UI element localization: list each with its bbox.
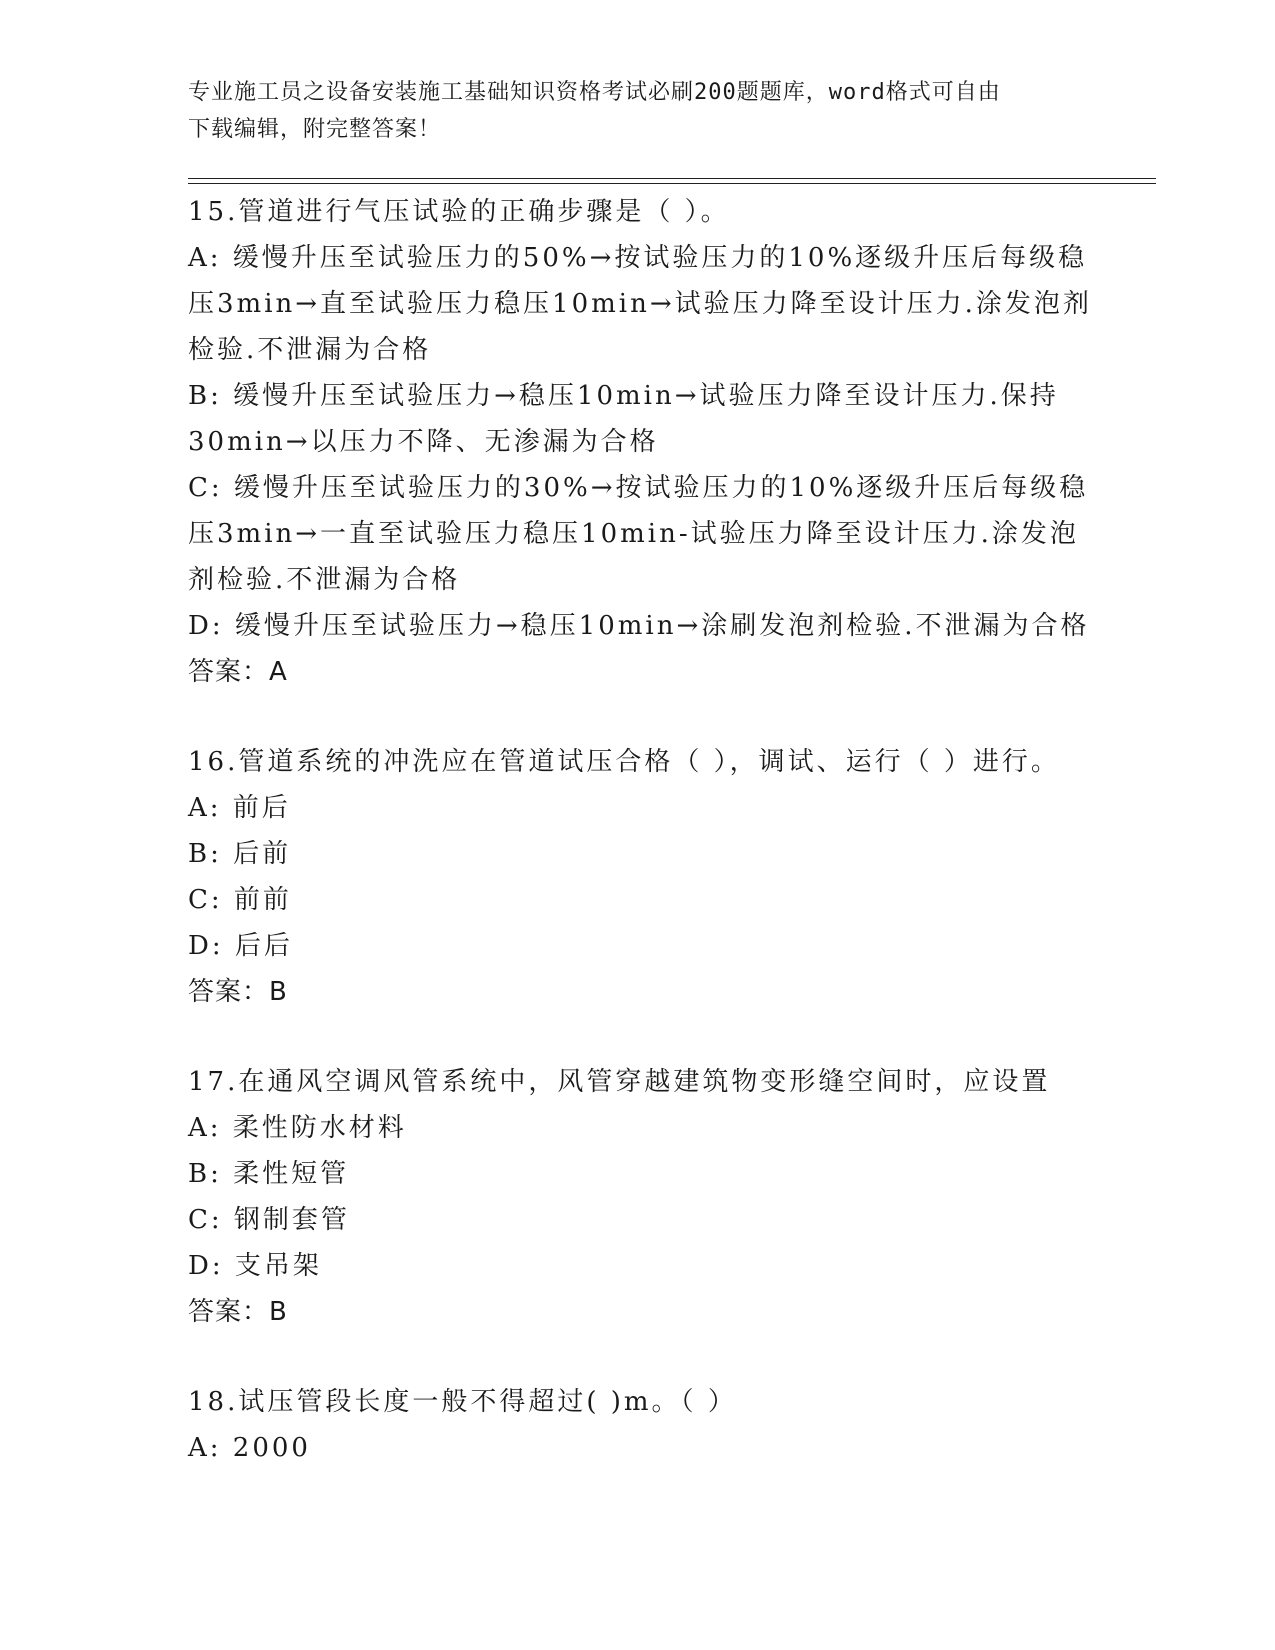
- option-a: A: 缓慢升压至试验压力的50%→按试验压力的10%逐级升压后每级稳: [188, 243, 1088, 273]
- option-a-cont: 压3min→直至试验压力稳压10min→试验压力降至设计压力.涂发泡剂: [188, 289, 1092, 319]
- question-stem: 17.在通风空调风管系统中，风管穿越建筑物变形缝空间时，应设置: [188, 1067, 1051, 1097]
- option-b: B: 后前: [188, 839, 292, 869]
- option-b-cont: 30min→以压力不降、无渗漏为合格: [188, 427, 659, 457]
- option-c-cont: 剂检验.不泄漏为合格: [188, 565, 461, 595]
- header-rule-bottom: [188, 183, 1156, 184]
- option-a: A: 柔性防水材料: [188, 1113, 407, 1143]
- question-15: [188, 189, 1108, 695]
- header-rule-top: [188, 178, 1156, 179]
- answer: 答案：B: [188, 1297, 288, 1327]
- answer: 答案：B: [188, 977, 288, 1007]
- question-16: [188, 739, 1108, 1015]
- question-17: [188, 1059, 1108, 1335]
- question-18: [188, 1379, 1108, 1471]
- question-stem: 16.管道系统的冲洗应在管道试压合格（ ），调试、运行（ ）进行。: [188, 747, 1060, 777]
- option-c: C: 前前: [188, 885, 292, 915]
- header-line-2: 下载编辑，附完整答案！: [188, 117, 442, 142]
- question-stem: 15.管道进行气压试验的正确步骤是（ ）。: [188, 197, 730, 227]
- question-list: [188, 189, 1108, 1515]
- option-a: A: 前后: [188, 793, 291, 823]
- option-b: B: 缓慢升压至试验压力→稳压10min→试验压力降至设计压力.保持: [188, 381, 1059, 411]
- option-b: B: 柔性短管: [188, 1159, 350, 1189]
- option-d: D: 支吊架: [188, 1251, 322, 1281]
- option-a-cont: 检验.不泄漏为合格: [188, 335, 432, 365]
- document-header: [188, 74, 1088, 148]
- question-stem: 18.试压管段长度一般不得超过( )m。（ ）: [188, 1387, 737, 1417]
- option-d: D: 缓慢升压至试验压力→稳压10min→涂刷发泡剂检验.不泄漏为合格: [188, 611, 1090, 641]
- header-line-1: 专业施工员之设备安装施工基础知识资格考试必刷200题题库，word格式可自由: [188, 80, 1001, 105]
- answer: 答案：A: [188, 657, 288, 687]
- option-c-cont: 压3min→一直至试验压力稳压10min-试验压力降至设计压力.涂发泡: [188, 519, 1079, 549]
- option-c: C: 钢制套管: [188, 1205, 350, 1235]
- option-a: A: 2000: [188, 1433, 311, 1463]
- option-d: D: 后后: [188, 931, 293, 961]
- option-c: C: 缓慢升压至试验压力的30%→按试验压力的10%逐级升压后每级稳: [188, 473, 1089, 503]
